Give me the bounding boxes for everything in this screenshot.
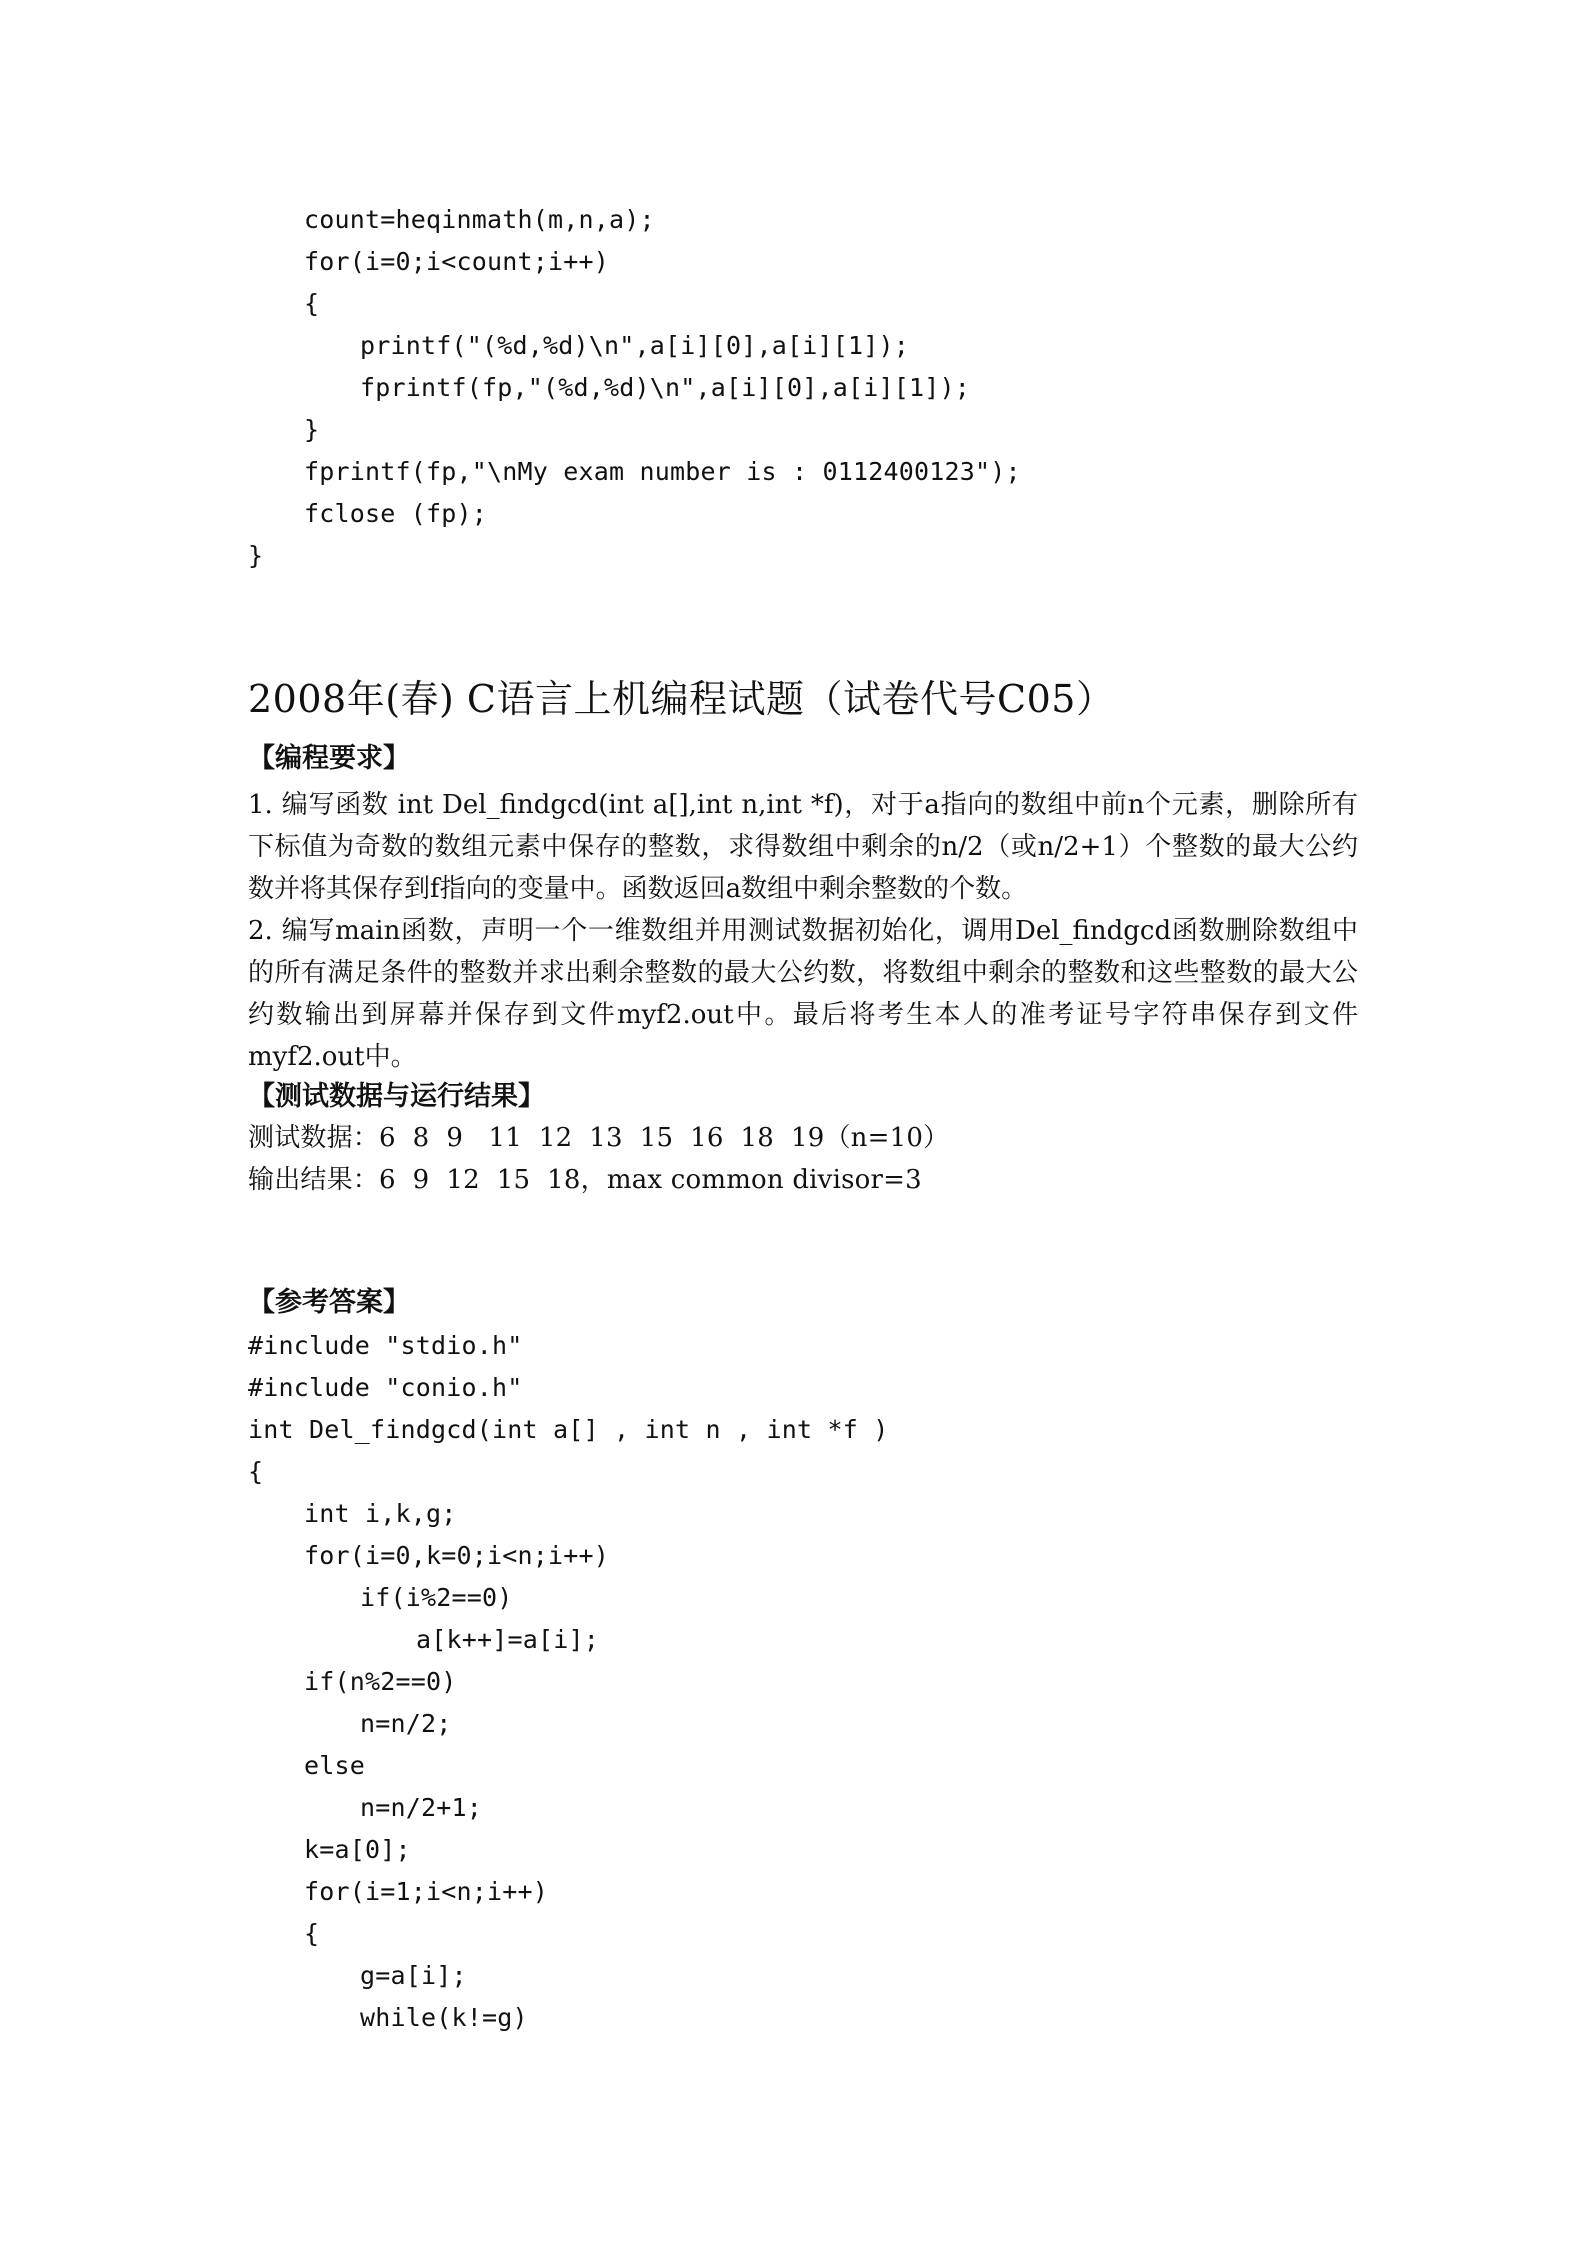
answer-heading: 【参考答案】 [248, 1287, 410, 1318]
code-line: { [248, 1457, 264, 1486]
code-line: printf("(%d,%d)\n",a[i][0],a[i][1]); [360, 331, 910, 360]
code-line: a[k++]=a[i]; [416, 1625, 600, 1654]
code-line: g=a[i]; [360, 1961, 467, 1990]
code-line: #include "stdio.h" [248, 1331, 523, 1360]
code-line: } [248, 541, 264, 570]
code-line: fprintf(fp,"\nMy exam number is : 0112400123"); [304, 457, 1021, 486]
code-line: n=n/2; [360, 1709, 452, 1738]
code-line: for(i=0;i<count;i++) [304, 247, 610, 276]
requirement-2: 2. 编写main函数，声明一个一维数组并用测试数据初始化，调用Del_findgcd函数删除数组中的所有满足条件的整数并求出剩余整数的最大公约数，将数组中剩余的整数和这些整数的最大公约数输出到屏幕并保存到文件myf2.out中。最后将考生本人的准考证号字符串保存到文件myf2.out中。 [248, 916, 1358, 1072]
test-data: 测试数据：6 8 9 11 12 13 15 16 18 19（n=10） [248, 1123, 950, 1153]
code-line: int i,k,g; [304, 1499, 457, 1528]
requirements-heading: 【编程要求】 [248, 743, 410, 774]
code-line: for(i=1;i<n;i++) [304, 1877, 549, 1906]
code-line: k=a[0]; [304, 1835, 411, 1864]
code-line: if(i%2==0) [360, 1583, 513, 1612]
code-line: { [304, 1919, 320, 1948]
code-line: while(k!=g) [360, 2003, 528, 2032]
code-line: n=n/2+1; [360, 1793, 483, 1822]
section-title: 2008年(春) C语言上机编程试题（试卷代号C05） [248, 677, 1115, 721]
code-line: count=heqinmath(m,n,a); [304, 205, 655, 234]
test-output: 输出结果：6 9 12 15 18，max common divisor=3 [248, 1165, 922, 1195]
requirement-1: 1. 编写函数 int Del_findgcd(int a[],int n,int *f)，对于a指向的数组中前n个元素，删除所有下标值为奇数的数组元素中保存的整数，求得数组中剩余的n/2（或n/2+1）个整数的最大公约数并将其保存到f指向的变量中。函数返回a数组中剩余整数的个数。 [248, 790, 1358, 904]
code-line: int Del_findgcd(int a[] , int n , int *f ) [248, 1415, 889, 1444]
code-line: #include "conio.h" [248, 1373, 523, 1402]
test-heading: 【测试数据与运行结果】 [248, 1081, 545, 1112]
code-line: } [304, 415, 320, 444]
code-line: if(n%2==0) [304, 1667, 457, 1696]
code-line: { [304, 289, 320, 318]
code-line: fclose (fp); [304, 499, 488, 528]
code-line: fprintf(fp,"(%d,%d)\n",a[i][0],a[i][1]); [360, 373, 971, 402]
code-line: else [304, 1751, 366, 1780]
code-line: for(i=0,k=0;i<n;i++) [304, 1541, 610, 1570]
